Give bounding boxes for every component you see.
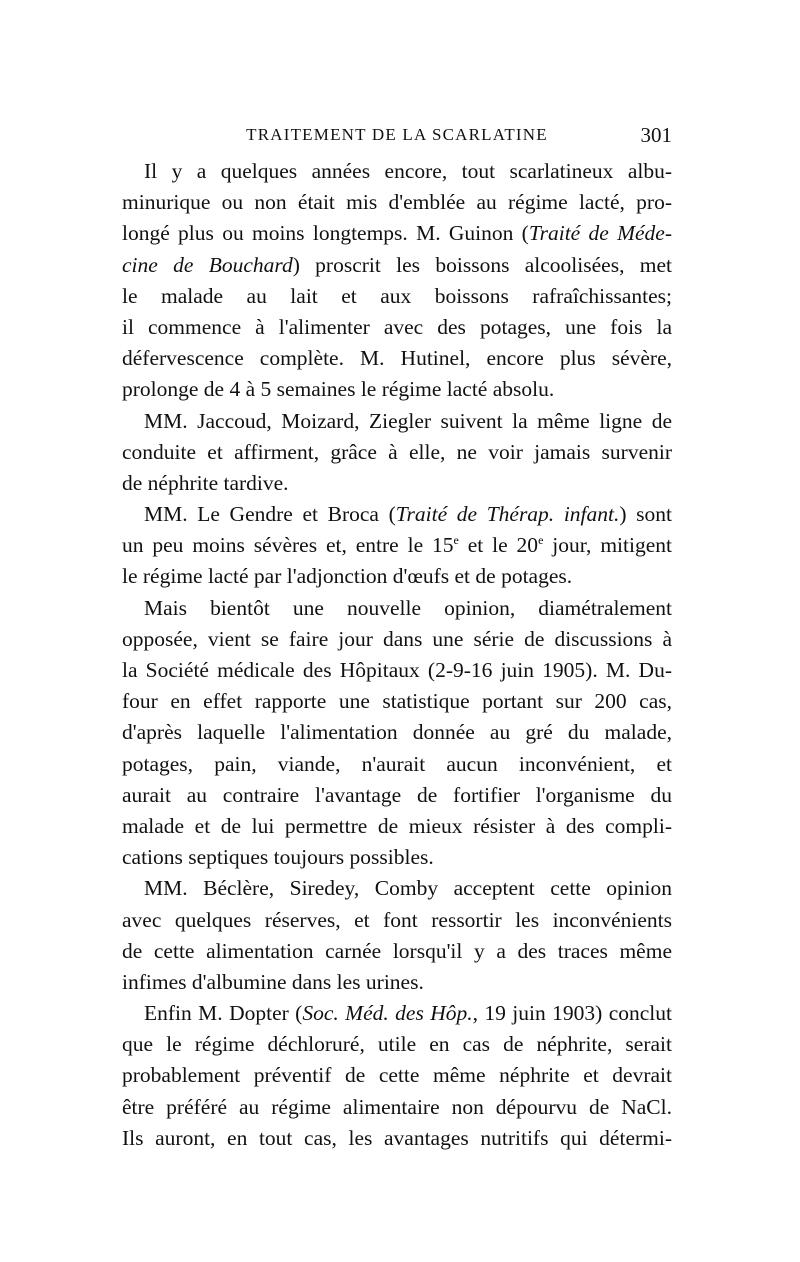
text-span: de néphrite tardive. — [122, 470, 289, 495]
text-line — [122, 437, 672, 468]
text-line — [122, 499, 672, 530]
text-span: il commence à l'alimenter avec des potages, une fois la — [122, 314, 672, 339]
text-span: probablement préventif de cette même néphrite et devrait — [122, 1063, 672, 1088]
text-span: MM. Béclère, Siredey, Comby acceptent cette opinion — [144, 876, 672, 901]
text-line — [122, 1092, 672, 1123]
text-line — [122, 655, 672, 686]
text-line — [122, 1029, 672, 1060]
text-span: opposée, vient se faire jour dans une série de discussions à — [122, 626, 672, 651]
text-span: de cette alimentation carnée lorsqu'il y a des traces même — [122, 938, 672, 963]
text-line — [122, 811, 672, 842]
text-line — [122, 873, 672, 904]
text-span: minurique ou non était mis d'emblée au régime lacté, pro- — [122, 190, 672, 215]
text-span: malade et de lui permettre de mieux résister à des compli- — [122, 813, 672, 838]
text-line — [122, 312, 672, 343]
text-line — [122, 218, 672, 249]
text-line — [122, 717, 672, 748]
text-span: ) proscrit les boissons alcoolisées, met — [292, 252, 672, 277]
text-line — [122, 187, 672, 218]
text-span: ) sont — [619, 502, 672, 527]
text-span: Il y a quelques années encore, tout scarlatineux albu- — [144, 159, 672, 183]
text-span: four en effet rapporte une statistique portant sur 200 cas, — [122, 689, 672, 714]
text-line — [122, 374, 672, 405]
text-span: Enfin M. Dopter ( — [144, 1001, 303, 1026]
text-span: longé plus ou moins longtemps. M. Guinon ( — [122, 221, 529, 246]
text-span: infimes d'albumine dans les urines. — [122, 969, 424, 994]
text-line — [122, 936, 672, 967]
text-line — [122, 624, 672, 655]
text-line — [122, 780, 672, 811]
text-line — [122, 156, 672, 187]
text-line — [122, 561, 672, 592]
text-line — [122, 1060, 672, 1091]
text-line — [122, 530, 672, 561]
text-span: cations septiques toujours possibles. — [122, 845, 434, 870]
italic-citation: Traité de Méde- — [528, 221, 673, 246]
text-line — [122, 998, 672, 1029]
text-span: aurait au contraire l'avantage de fortifier l'organisme du — [122, 782, 672, 807]
text-span: la Société médicale des Hôpitaux (2-9-16 juin 1905). M. Du- — [122, 658, 672, 682]
italic-citation: Soc. Méd. des Hôp. — [302, 1001, 473, 1026]
text-span: être préféré au régime alimentaire non dépourvu de NaCl. — [122, 1094, 672, 1119]
text-span: d'après laquelle l'alimentation donnée au gré du malade, — [122, 720, 672, 745]
text-line — [122, 281, 672, 312]
text-span: , 19 juin 1903) conclut — [472, 1001, 673, 1026]
text-span: un peu moins sévères et, entre le 15 — [122, 533, 454, 558]
text-line — [122, 686, 672, 717]
text-span: prolonge de 4 à 5 semaines le régime lacté absolu. — [122, 377, 555, 402]
text-line — [122, 468, 672, 499]
text-span: le malade au lait et aux boissons rafraîchissantes; — [122, 283, 672, 308]
text-line — [122, 250, 672, 281]
italic-citation: cine de Bouchard — [122, 252, 293, 277]
text-line — [122, 749, 672, 780]
running-title: TRAITEMENT DE LA SCARLATINE — [246, 125, 548, 144]
text-line — [122, 343, 672, 374]
superscript: e — [453, 533, 459, 548]
text-line — [122, 967, 672, 998]
text-span: MM. Le Gendre et Broca ( — [144, 502, 396, 527]
text-line — [122, 905, 672, 936]
text-span: et le 20 — [458, 533, 539, 558]
text-span: avec quelques réserves, et font ressortir les inconvénients — [122, 907, 672, 932]
text-span: conduite et affirment, grâce à elle, ne voir jamais survenir — [122, 439, 672, 464]
text-line — [122, 593, 672, 624]
italic-citation: Traité de Thérap. infant. — [395, 502, 620, 527]
text-span: le régime lacté par l'adjonction d'œufs et de potages. — [122, 564, 573, 589]
text-line — [122, 406, 672, 437]
superscript: e — [538, 533, 544, 548]
running-head — [122, 120, 672, 150]
text-span: jour, mitigent — [543, 533, 672, 558]
text-span: que le régime déchloruré, utile en cas de néphrite, serait — [122, 1032, 672, 1057]
text-line — [122, 842, 672, 873]
text-span: Mais bientôt une nouvelle opinion, diamétralement — [144, 595, 672, 620]
text-line — [122, 1123, 672, 1154]
text-span: Ils auront, en tout cas, les avantages nutritifs qui détermi- — [122, 1125, 672, 1150]
text-span: MM. Jaccoud, Moizard, Ziegler suivent la même ligne de — [144, 408, 672, 433]
body-text — [122, 156, 672, 1154]
text-span: potages, pain, viande, n'aurait aucun inconvénient, et — [122, 751, 672, 776]
text-span: défervescence complète. M. Hutinel, encore plus sévère, — [122, 346, 672, 371]
page-number: 301 — [640, 123, 672, 147]
